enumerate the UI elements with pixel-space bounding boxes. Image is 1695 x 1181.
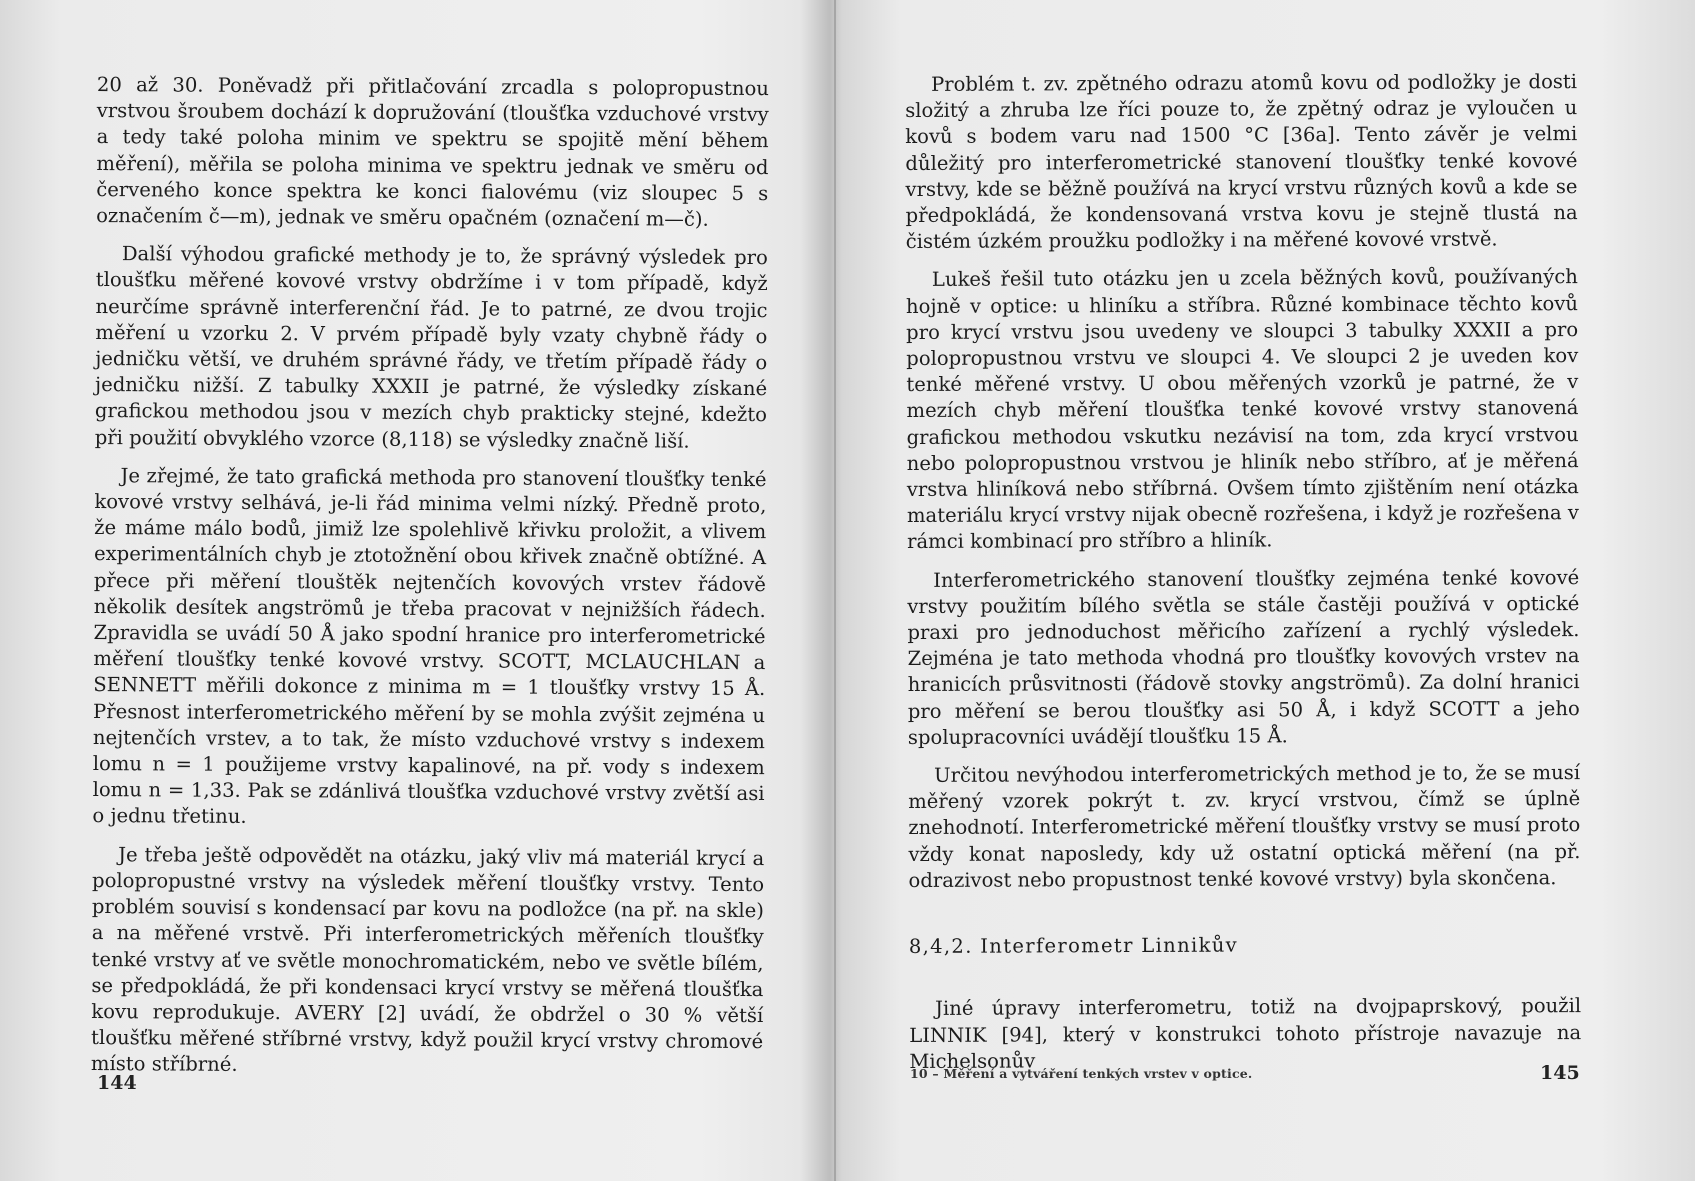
right-page bbox=[905, 69, 1581, 1087]
right-paragraph-3: Interferometrického stanovení tloušťky zejména tenké kovové vrstvy použitím bílého světla se stále častěji používá v optické praxi pro jednoduchost měřicího zařízení a rychlý výsledek. Zejména je tato methoda vhodná pro tloušťky kovových vrstev na hranicích průsvitnosti (řádově stovky angströmů). Za dolní hranici pro měření se berou tloušťky asi 50 Å, i když SCOTT a jeho spolupracovníci uvádějí tloušťku 15 Å. bbox=[907, 565, 1580, 749]
left-paragraph-1: 20 až 30. Poněvadž při přitlačování zrcadla s polopropustnou vrstvou šroubem dochází k dopružování (tloušťka vzduchové vrstvy a tedy také poloha minim ve spektru se spojitě mění během měření), měřila se poloha minima ve spektru jednak ve směru od červeného konce spektra ke konci fialovému (viz sloupec 5 s označením č—m), jednak ve směru opačném (označení m—č). bbox=[96, 72, 769, 231]
book-gutter bbox=[834, 0, 836, 1181]
left-paragraph-4: Je třeba ještě odpovědět na otázku, jaký vliv má materiál krycí a polopropustné vrstvy na výsledek měření tloušťky vrstvy. Tento problém souvisí s kondensací par kovu na podložce (na př. na skle) a na měřené vrstvě. Při interferometrických měřeních tloušťky tenké vrstvy ať ve světle monochromatickém, nebo ve světle bílém, se předpokládá, že při kondensaci krycí vrstvy se měřená tloušťka kovu reprodukuje. AVERY [2] uvádí, že obdržel o 30 % větší tloušťku měřené stříbrné vrstvy, když použil krycí vrstvy chromové místo stříbrné. bbox=[90, 842, 765, 1077]
running-footer: 10 – Měření a vytváření tenkých vrstev v optice. bbox=[910, 1066, 1253, 1081]
left-paragraph-2: Další výhodou grafické methody je to, že správný výsledek pro tloušťku měřené kovové vrstvy obdržíme i v tom případě, když neurčíme správně interferenční řád. Je to patrné, ze dvou trojic měření u vzorku 2. V prvém případě byly vzaty chybně řády o jedničku větší, ve druhém správné řády, ve třetím případě řády o jedničku nižší. Z tabulky XXXII je patrné, že výsledky získané grafickou methodou jsou v mezích chyb prakticky stejné, kdežto při použití obvyklého vzorce (8,118) se výsledky značně liší. bbox=[94, 242, 768, 453]
right-paragraph-1: Problém t. zv. zpětného odrazu atomů kovu od podložky je dosti složitý a zhruba lze říci pouze to, že zpětný odraz je vyloučen u kovů s bodem varu nad 1500 °C [36a]. Tento závěr je velmi důležitý pro interferometrické stanovení tloušťky tenké kovové vrstvy, kde se běžně používá na krycí vrstvu různých kovů a kde se předpokládá, že kondensovaná vrstva kovu je stejně tlustá na čistém úzkém proužku podložky i na měřené kovové vrstvě. bbox=[905, 70, 1578, 254]
right-paragraph-2: Lukeš řešil tuto otázku jen u zcela běžných kovů, používaných hojně v optice: u hliníku a stříbra. Různé kombinace těchto kovů pro krycí vrstvu jsou uvedeny ve sloupci 3 tabulky XXXII a pro polopropustnou vrstvu ve sloupci 4. Ve sloupci 2 je uveden kov tenké měřené vrstvy. U obou měřených vzorků je patrné, že v mezích chyb měření tloušťka tenké kovové vrstvy stanovená grafickou methodou vskutku nezávisí na tom, zda krycí vrstvou nebo polopropustnou vrstvou je hliník nebo stříbro, ať je měřená vrstva hliníková nebo stříbrná. Ovšem tímto zjištěním není otázka materiálu krycí vrstvy nijak obecně rozřešena, i když je rozřešena v rámci kombinací pro stříbro a hliník. bbox=[905, 265, 1579, 554]
right-paragraph-4: Určitou nevýhodou interferometrických method je to, že se musí měřený vzorek pokrýt t. zv. krycí vrstvou, čímž se úplně znehodnotí. Interferometrické měření tloušťky vrstvy se musí proto vždy konat naposledy, kdy už ostatní optická měření (na př. odrazivost nebo propustnost tenké kovové vrstvy) byla skončena. bbox=[908, 761, 1581, 892]
left-paragraph-3: Je zřejmé, že tato grafická methoda pro stanovení tloušťky tenké kovové vrstvy selhává, je-li řád minima velmi nízký. Předně proto, že máme málo bodů, jimiž lze spolehlivě křivku proložit, a vlivem experimentálních chyb je ztotožnění obou křivek značně obtížné. A přece při měření tlouštěk nejtenčích kovových vrstev řádově několik desítek angströmů je třeba pracovat v nejnižších řádech. Zpravidla se uvádí 50 Å jako spodní hranice pro interferometrické měření tloušťky tenké kovové vrstvy. SCOTT, MCLAUCHLAN a SENNETT měřili dokonce z minima m = 1 tloušťky vrstvy 15 Å. Přesnost interferometrického měření by se mohla zvýšit zejména u nejtenčích vrstev, a to tak, že místo vzduchové vrstvy s indexem lomu n = 1 použijeme vrstvy kapalinové, na př. vody s indexem lomu n = 1,33. Pak se zdánlivá tloušťka vzduchové vrstvy zvětší asi o jednu třetinu. bbox=[92, 463, 767, 829]
section-heading: 8,4,2. Interferometr Linnikův bbox=[908, 933, 1239, 959]
right-page-number: 145 bbox=[1540, 1062, 1580, 1084]
left-page-number: 144 bbox=[97, 1072, 137, 1094]
left-page bbox=[91, 72, 769, 1094]
right-paragraph-5: Jiné úpravy interferometru, totiž na dvojpaprskový, použil LINNIK [94], který v konstrukci tohoto přístroje navazuje na Michelsonův bbox=[909, 994, 1582, 1073]
